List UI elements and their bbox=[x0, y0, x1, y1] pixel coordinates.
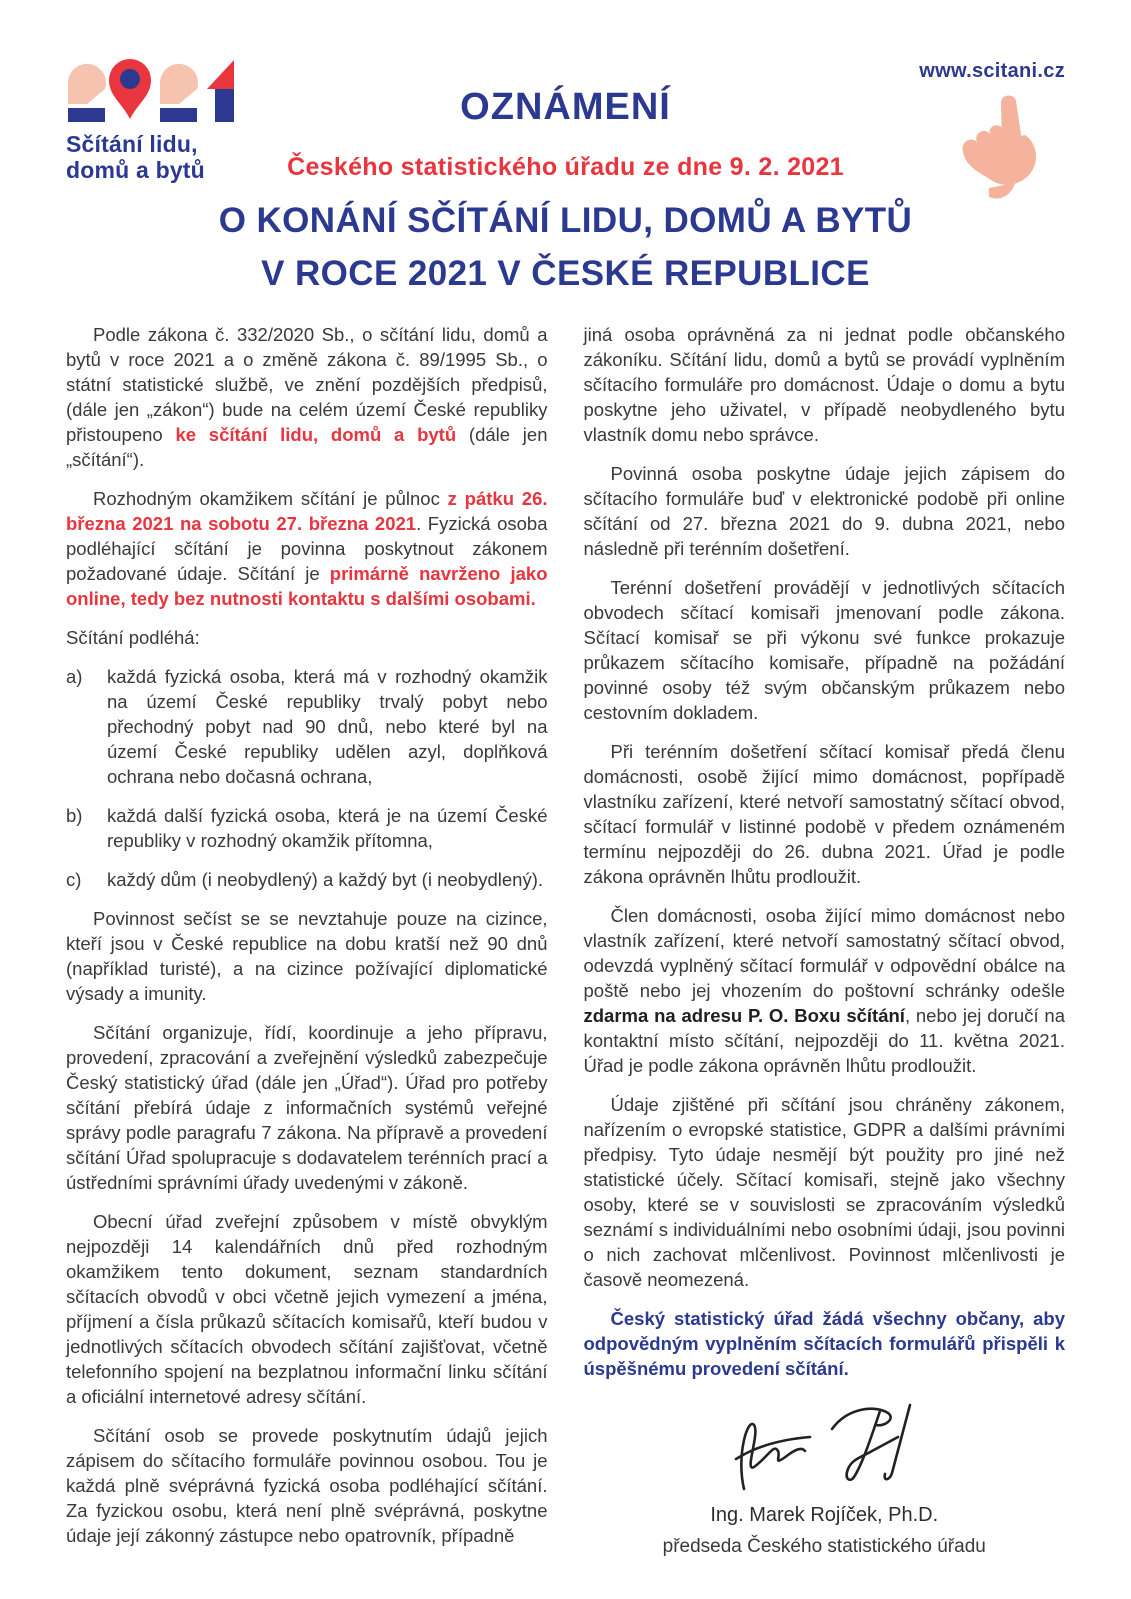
logo-text-line2: domů a bytů bbox=[66, 157, 205, 183]
hand-pointing-up-icon bbox=[951, 92, 1043, 204]
signatory-name: Ing. Marek Rojíček, Ph.D. bbox=[710, 1504, 939, 1526]
website-link[interactable]: www.scitani.cz bbox=[919, 60, 1065, 82]
list-label: a) bbox=[66, 666, 83, 687]
highlight-red: z pátku 26. března 2021 na sobotu 27. března 2021 bbox=[66, 488, 548, 534]
body-paragraph: Sčítání osob se provede poskytnutím údajů jejich zápisem do sčítacího formuláře povinnou osobou. Tou je každá plně svéprávná fyzická osoba podléhající sčítání. Za fyzickou osobu, která není plně svéprávná, poskytne údaje její zákonný zástupce nebo opatrovník, případně bbox=[66, 1425, 548, 1546]
list-item: c) každý dům (i neobydlený) a každý byt (i neobydlený). bbox=[66, 869, 543, 890]
body-paragraph: Údaje zjištěné při sčítání jsou chráněny zákonem, nařízením o evropské statistice, GDPR a dalšími právními předpisy. Tyto údaje nesmějí být použity pro jiné než statistické účely. Sčítací komisaři, stejně jako všechny osoby, které se v souvislosti se zpracováním výsledků seznámí s individuálními nebo osobními údaji, jsou povinni o nich zachovat mlčenlivost. Povinnost mlčenlivosti je časově neomezená. bbox=[583, 1094, 1065, 1290]
body-paragraph: Povinnost sečíst se se nevztahuje pouze na cizince, kteří jsou v České republice na dobu kratší než 90 dnů (například turisté), a na cizince požívající diplomatické výsady a imunity. bbox=[66, 908, 548, 1004]
notice-title: OZNÁMENÍ bbox=[460, 86, 671, 128]
main-title-line2: V ROCE 2021 V ČESKÉ REPUBLICE bbox=[261, 254, 870, 293]
left-column bbox=[66, 322, 548, 1562]
highlight-red: ke sčítání lidu, domů a bytů bbox=[175, 424, 457, 445]
main-title-line1: O KONÁNÍ SČÍTÁNÍ LIDU, DOMŮ A BYTŮ bbox=[218, 201, 913, 240]
body-paragraph: Terénní došetření provádějí v jednotlivých sčítacích obvodech sčítací komisaři jmenovaní podle zákona. Sčítací komisař se při výkonu své funkce prokazuje průkazem sčítacího komisaře, případně na požádání povinné osoby též svým občanským průkazem nebo cestovním dokladem. bbox=[583, 577, 1065, 723]
body-paragraph: Obecní úřad zveřejní způsobem v místě obvyklým nejpozději 14 kalendářních dnů před rozhodným okamžikem tento dokument, seznam standardních sčítacích obvodů v obci včetně jejich vymezení a jména, příjmení a čísla průkazů sčítacích komisařů, kteří budou v jednotlivých sčítacích obvodech sčítání zajišťovat, včetně telefonního spojení na bezplatnou informační linku sčítání a oficiální internetové adresy sčítání. bbox=[66, 1211, 548, 1407]
list-item: b) každá další fyzická osoba, která je na území České republiky v rozhodný okamžik přítomna, bbox=[66, 805, 548, 851]
body-paragraph: Sčítání organizuje, řídí, koordinuje a jeho přípravu, provedení, zpracování a zveřejnění výsledků zabezpečuje Český statistický úřad (dále jen „Úřad“). Úřad pro potřeby sčítání přebírá údaje z informačních systémů veřejné správy podle paragrafu 7 zákona. Na přípravě a provedení sčítání Úřad spolupracuje s dodavatelem terénních prací a ústředními správními úřady uvedenými v zákoně. bbox=[66, 1022, 548, 1193]
list-item: a) každá fyzická osoba, která má v rozhodný okamžik na území České republiky trvalý pobyt nebo přechodný pobyt nad 90 dnů, nebo které byl na území České republiky udělen azyl, doplňková ochrana nebo dočasná ochrana, bbox=[66, 666, 548, 787]
body-paragraph: Při terénním došetření sčítací komisař předá členu domácnosti, osobě žijící mimo domácnost, popřípadě vlastníku zařízení, které netvoří samostatný sčítací obvod, sčítací formulář v listinné podobě v předem oznámeném termínu nejpozději do 26. dubna 2021. Úřad je podle zákona oprávněn lhůtu prodloužit. bbox=[583, 741, 1065, 887]
list-label: c) bbox=[66, 869, 82, 890]
body-paragraph: Rozhodným okamžikem sčítání je půlnoc z pátku 26. března 2021 na sobotu 27. března 2021. Fyzická osoba podléhající sčítání je povinna poskytnout zákonem požadované údaje. Sčítání je primárně navrženo jako online, tedy bez nutnosti kontaktu s dalšími osobami. bbox=[66, 488, 548, 609]
right-column bbox=[584, 322, 1066, 1562]
highlight-red: primárně navrženo jako online, tedy bez nutnosti kontaktu s dalšími osobami. bbox=[66, 563, 548, 609]
signature-block bbox=[584, 1397, 1066, 1559]
right-column-text bbox=[584, 322, 1066, 1381]
body-paragraph: Sčítání podléhá: bbox=[66, 627, 200, 648]
highlight-bold: zdarma na adresu P. O. Boxu sčítání bbox=[583, 1005, 905, 1026]
body-paragraph: jiná osoba oprávněná za ni jednat podle občanského zákoníku. Sčítání lidu, domů a bytů se provádí vyplněním sčítacího formuláře pro domácnost. Údaje o domu a bytu poskytne jeho uživatel, v případě neobydleného bytu vlastník domu nebo správce. bbox=[583, 324, 1065, 445]
notice-subtitle: Českého statistického úřadu ze dne 9. 2. 2021 bbox=[287, 153, 844, 181]
closing-appeal-paragraph: Český statistický úřad žádá všechny občany, aby odpovědným vyplněním sčítacích formulářů přispěli k úspěšnému provedení sčítání. bbox=[583, 1308, 1065, 1379]
list-label: b) bbox=[66, 805, 83, 826]
body-paragraph: Podle zákona č. 332/2020 Sb., o sčítání lidu, domů a bytů v roce 2021 a o změně zákona č. 89/1995 Sb., o státní statistické službě, ve znění pozdějších předpisů, (dále jen „zákon“) bude na celém území České republiky přistoupeno ke sčítání lidu, domů a bytů (dále jen „sčítání“). bbox=[66, 324, 548, 470]
handwritten-signature bbox=[704, 1397, 944, 1501]
body-paragraph: Povinná osoba poskytne údaje jejich zápisem do sčítacího formuláře buď v elektronické podobě při online sčítání od 27. března 2021 do 9. dubna 2021, nebo následně při terénním došetření. bbox=[583, 463, 1065, 559]
document-body bbox=[66, 322, 1065, 1562]
signatory-role: předseda Českého statistického úřadu bbox=[662, 1536, 986, 1557]
main-title bbox=[0, 194, 1131, 300]
logo-text-line1: Sčítání lidu, bbox=[66, 131, 198, 157]
body-paragraph: Člen domácnosti, osoba žijící mimo domácnost nebo vlastník zařízení, které netvoří samostatný sčítací obvod, odevzdá vyplněný sčítací formulář v odpovědní obálce na poště nebo jej vhozením do poštovní schránky odešle zdarma na adresu P. O. Boxu sčítání, nebo jej doručí na kontaktní místo sčítání, nejpozději do 11. května 2021. Úřad je podle zákona oprávněn lhůtu prodloužit. bbox=[583, 905, 1066, 1076]
